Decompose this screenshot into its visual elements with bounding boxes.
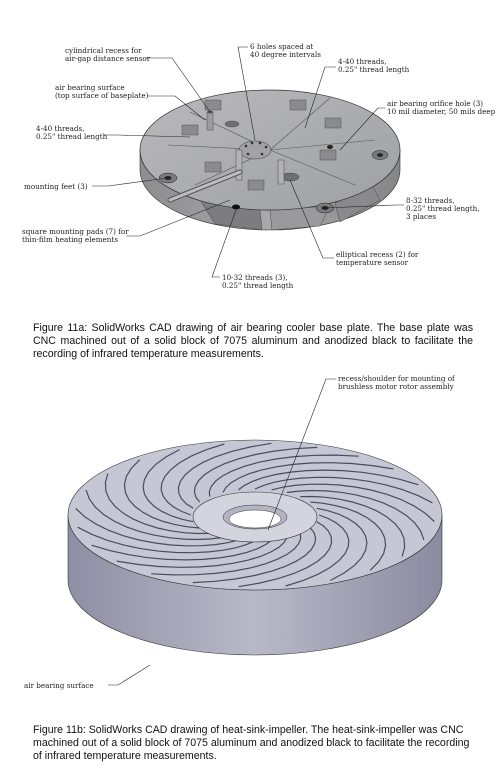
annotation-832-threads: 8-32 threads, — [406, 196, 455, 205]
annotation-cylindrical-recess: cylindrical recess for — [65, 46, 142, 55]
annotation-six-holes-line2: 40 degree intervals — [250, 50, 321, 59]
annotation-six-holes: 6 holes spaced at — [250, 42, 314, 51]
figure-11a-baseplate-drawing — [0, 0, 500, 300]
figure-11a-caption: Figure 11a: SolidWorks CAD drawing of air bearing cooler base plate. The base plate was CNC machined out of a solid block of 7075 aluminum and anodized black to facilitate the recording of infrared temperature measurements. — [33, 321, 473, 360]
annotation-832-threads-line2: 0.25" thread length, — [406, 204, 480, 213]
impeller-body — [68, 440, 442, 655]
annotation-440-threads-left-line2: 0.25" thread length — [36, 132, 108, 141]
annotation-1032-threads: 10-32 threads (3), — [222, 273, 288, 282]
annotation-elliptical-recess-line2: temperature sensor — [336, 258, 409, 267]
annotation-recess-shoulder: recess/shoulder for mounting of — [338, 374, 455, 383]
annotation-mounting-pads-line2: thin-film heating elements — [22, 235, 119, 244]
annotation-mounting-pads: square mounting pads (7) for — [22, 227, 129, 236]
annotation-cylindrical-recess-line2: air-gap distance sensor — [65, 54, 151, 63]
annotation-air-bearing-surface: air bearing surface — [55, 83, 125, 92]
annotation-440-threads-top-line2: 0.25" thread length — [338, 65, 410, 74]
figure-11b-impeller-drawing — [0, 365, 500, 705]
annotation-440-threads-left: 4-40 threads, — [36, 124, 85, 133]
annotation-1032-threads-line2: 0.25" thread length — [222, 281, 294, 290]
annotation-elliptical-recess: elliptical recess (2) for — [336, 250, 419, 259]
annotation-orifice-hole: air bearing orifice hole (3) — [387, 99, 484, 108]
annotation-orifice-hole-line2: 10 mil diameter, 50 mils deep — [387, 107, 496, 116]
figure-11b-caption: Figure 11b: SolidWorks CAD drawing of heat-sink-impeller. The heat-sink-impeller was CNC machined out of a solid block of 7075 aluminum and anodized black to facilitate the recording of infrared temperature measurements. — [33, 723, 470, 762]
annotation-mounting-feet: mounting feet (3) — [24, 182, 88, 191]
annotation-832-threads-line3: 3 places — [406, 212, 437, 221]
annotation-air-bearing-surface-line2: (top surface of baseplate) — [55, 91, 149, 100]
annotation-impeller-air-bearing-surface: air bearing surface — [24, 681, 94, 690]
annotation-440-threads-top: 4-40 threads, — [338, 57, 387, 66]
annotation-recess-shoulder-line2: brushless motor rotor assembly — [338, 382, 454, 391]
